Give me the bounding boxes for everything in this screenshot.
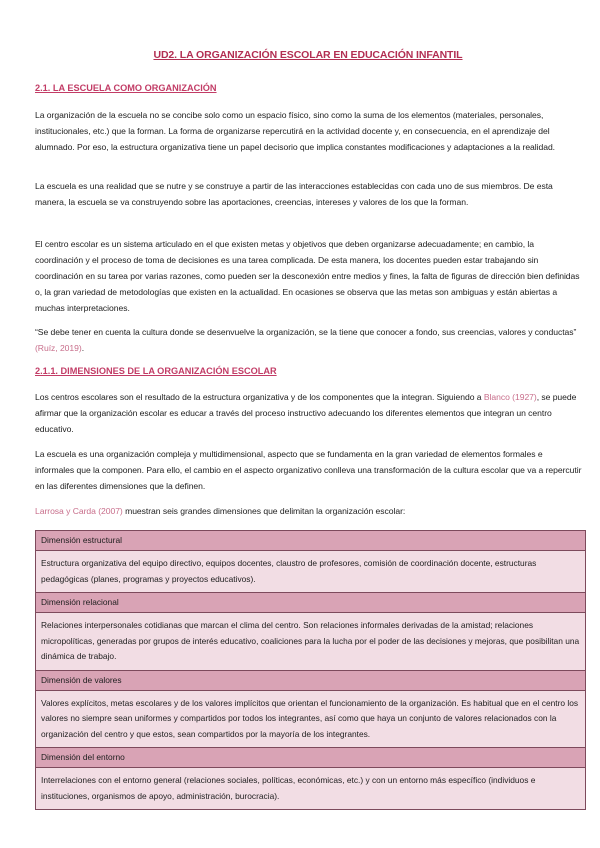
dimension-name: Dimensión relacional: [36, 593, 586, 613]
paragraph-3: El centro escolar es un sistema articulado en el que existen metas y objetivos que deben organizarse adecuadamente; en cambio, la coordinación y el proceso de toma de decisiones es una tarea complicada. De esta manera, los docentes pueden estar trabajando sin coordinación en su tarea por varias razones, como pueden ser la desconexión entre medios y fines, la falta de figuras de dirección bien definidas o, la gran variedad de metodologías que existen en la actualidad. En ocasiones se observa que las metas son ambiguas y están abiertas a muchas interpretaciones.: [35, 239, 580, 313]
quote-paragraph: [35, 324, 583, 356]
paragraph-2: La escuela es una realidad que se nutre y se construye a partir de las interacciones establecidas con cada uno de sus miembros. De esta manera, la escuela se va construyendo sobre las aportaciones, creencias, intereses y valores de los que la forman.: [35, 181, 553, 207]
paragraph-4: [35, 389, 583, 437]
citation-blanco[interactable]: Blanco (1927): [483, 392, 537, 402]
citation-ruiz[interactable]: (Ruíz, 2019): [35, 343, 82, 353]
dimension-name: Dimensión estructural: [36, 531, 586, 551]
citation-larrosa-carda[interactable]: Larrosa y Carda (2007): [35, 506, 123, 516]
paragraph-6-text: muestran seis grandes dimensiones que delimitan la organización escolar:: [122, 506, 406, 516]
paragraph-4-text-b: , se puede afirmar que la organización escolar es educar a través del proceso instructivo adecuando los diferentes elementos que integran un centro educativo.: [35, 392, 577, 434]
paragraph-1: La organización de la escuela no se concibe solo como un espacio físico, sino como la suma de los elementos (materiales, personales, institucionales, etc.) que la forman. La forma de organizarse repercutirá en la actividad docente y, en consecuencia, en el aprendizaje del alumnado. Por eso, la estructura organizativa tiene un papel decisorio que implica constantes modificaciones y adaptaciones a la realidad.: [35, 110, 556, 152]
paragraph-6: [35, 503, 583, 519]
section-heading-escuela: 2.1. LA ESCUELA COMO ORGANIZACIÓN: [35, 83, 217, 93]
paragraph-5: La escuela es una organización compleja y multidimensional, aspecto que se fundamenta en la gran variedad de elementos formales e informales que la componen. Para ello, el cambio en el aspecto organizativo conlleva una transformación de la cultura escolar que va a repercutir en las diferentes dimensiones que la definen.: [35, 449, 582, 491]
dimension-name: Dimensión del entorno: [36, 748, 586, 768]
dimensions-table: [35, 530, 586, 810]
document-title: UD2. LA ORGANIZACIÓN ESCOLAR EN EDUCACIÓN INFANTIL: [153, 49, 463, 61]
dimension-description: Estructura organizativa del equipo directivo, equipos docentes, claustro de profesores, comisión de coordinación docente, estructuras pedagógicas (planes, programas y proyectos educativos).: [36, 551, 586, 593]
dimension-description: Valores explícitos, metas escolares y de los valores implícitos que orientan el funcionamiento de la organización. Es habitual que en el centro los valores no siempre sean uniformes y compartidos por todos los integrantes, así como que haya un conjunto de valores relacionados con la organización del centro y que estos, sean compartidos por la mayoría de los integrantes.: [36, 690, 586, 748]
dimension-description: Relaciones interpersonales cotidianas que marcan el clima del centro. Son relaciones informales derivadas de la amistad; relaciones micropolíticas, generadas por grupos de interés educativo, coaliciones para la lucha por el poder de las decisiones y mejoras, que posibilitan una dinámica de trabajo.: [36, 613, 586, 671]
quote-end: .: [81, 343, 85, 353]
dimension-name: Dimensión de valores: [36, 670, 586, 690]
quote-text: “Se debe tener en cuenta la cultura donde se desenvuelve la organización, se la tiene que conocer a fondo, sus creencias, valores y conductas”: [35, 327, 577, 337]
dimension-description: Interrelaciones con el entorno general (relaciones sociales, políticas, económicas, etc.) y con un entorno más específico (individuos e instituciones, organismos de apoyo, administración, burocracia).: [36, 768, 586, 810]
paragraph-4-text-a: Los centros escolares son el resultado de la estructura organizativa y de los componentes que la integran. Siguiendo a: [35, 392, 482, 402]
section-heading-dimensiones: 2.1.1. DIMENSIONES DE LA ORGANIZACIÓN ESCOLAR: [35, 366, 277, 376]
